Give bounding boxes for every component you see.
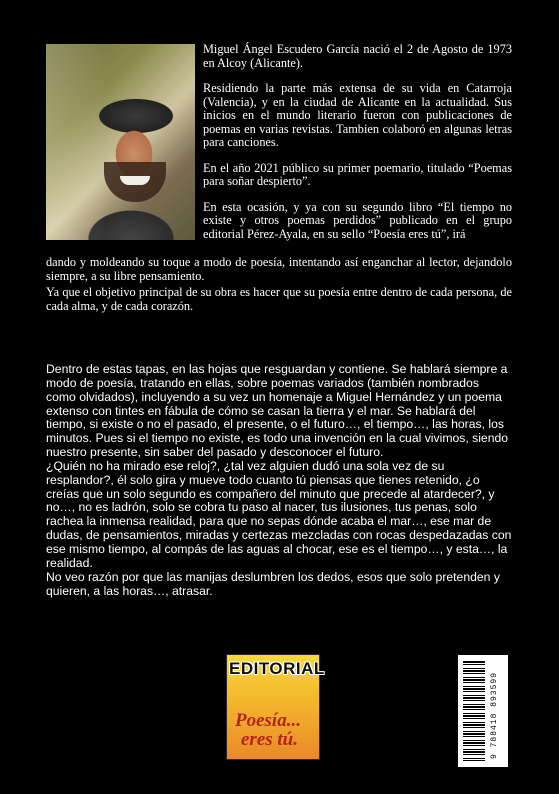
barcode-bars <box>463 661 485 761</box>
logo-line-1: Poesía... <box>235 710 301 731</box>
bio-paragraph: En el año 2021 público su primer poemario, titulado “Poemas para soñar despierto”. <box>203 160 512 188</box>
synopsis-paragraph: Dentro de estas tapas, en las hojas que resguardan y contiene. Se hablará siempre a modo de poesía, tratando en ellas, sobre poemas variados (también nombrados como olvidados), incluyendo a su vez un homenaje a Miguel Hernández y un poema extenso con tintes en fábula de cómo se casan la tierra y el mar. Se hablará del tiempo, si existe o no el pasado, el presente, o el futuro…, el tiempo…, las horas, los minutos. Pues si el tiempo no existe, es todo una invención en la cual vivimos, siendo nuestro presente, sin saber del pasado y desconocer el futuro. <box>46 362 509 460</box>
publisher-logo <box>226 654 325 760</box>
author-bio <box>203 43 512 253</box>
synopsis-paragraph: No veo razón por que las manijas deslumbren los dedos, esos que solo pretenden y quieren, a las horas…, atrasar. <box>46 569 500 598</box>
bio-paragraph: Residiendo la parte más extensa de su vida en Catarroja (Valencia), y en la ciudad de Alicante en la actualidad. Sus inicios en el mundo literario fueron con publicaciones de poemas en varias revistas. Tambien colaboró en algunas letras para canciones. <box>203 81 512 149</box>
bio-paragraph: dando y moldeando su toque a modo de poesía, intentando así enganchar al lector, dejandolo siempre, a su libre pensamiento. <box>46 255 512 283</box>
logo-editorial-text: EDITORIAL <box>229 659 325 678</box>
bio-continuation <box>46 256 512 283</box>
author-smile <box>120 176 150 185</box>
author-photo <box>46 44 195 240</box>
logo-imprint-text <box>235 711 319 749</box>
bio-paragraph: Miguel Ángel Escudero García nació el 2 de Agosto de 1973 en Alcoy (Alicante). <box>203 42 512 70</box>
photo-background <box>46 44 106 240</box>
isbn-barcode <box>458 655 508 767</box>
bio-paragraph: En esta ocasión, y ya con su segundo libro “El tiempo no existe y otros poemas perdidos” publicado en el grupo editorial Pérez-Ayala, en su sello “Poesía eres tú”, irá <box>203 199 512 241</box>
barcode-digits: 9 788418 893599 <box>490 671 499 759</box>
bio-closing <box>46 286 512 313</box>
synopsis-paragraph: ¿Quién no ha mirado ese reloj?, ¿tal vez alguien dudó una sola vez de su resplandor?, él solo gira y mueve todo cuanto tú piensas que tienes retenido, ¿o creías que un solo segundo es compañero del minuto que precede al atardecer?, y no…, no es ladrón, solo se cobra tu paso al nacer, tus ilusiones, tus penas, solo rachea la inmensa realidad, para que no sepas dónde acaba el mar…, ese mar de dudas, de pensamientos, miradas y certezas mezcladas con rocas despedazadas con ese mismo tiempo, al compás de las aguas al chocar, ese es el tiempo…, y esta…, la realidad. <box>46 458 512 570</box>
bio-paragraph: Ya que el objetivo principal de su obra es hacer que su poesía entre dentro de cada persona, de cada alma, y de cada corazón. <box>46 285 512 313</box>
logo-line-2: eres tú. <box>241 729 298 750</box>
book-synopsis <box>46 363 512 598</box>
